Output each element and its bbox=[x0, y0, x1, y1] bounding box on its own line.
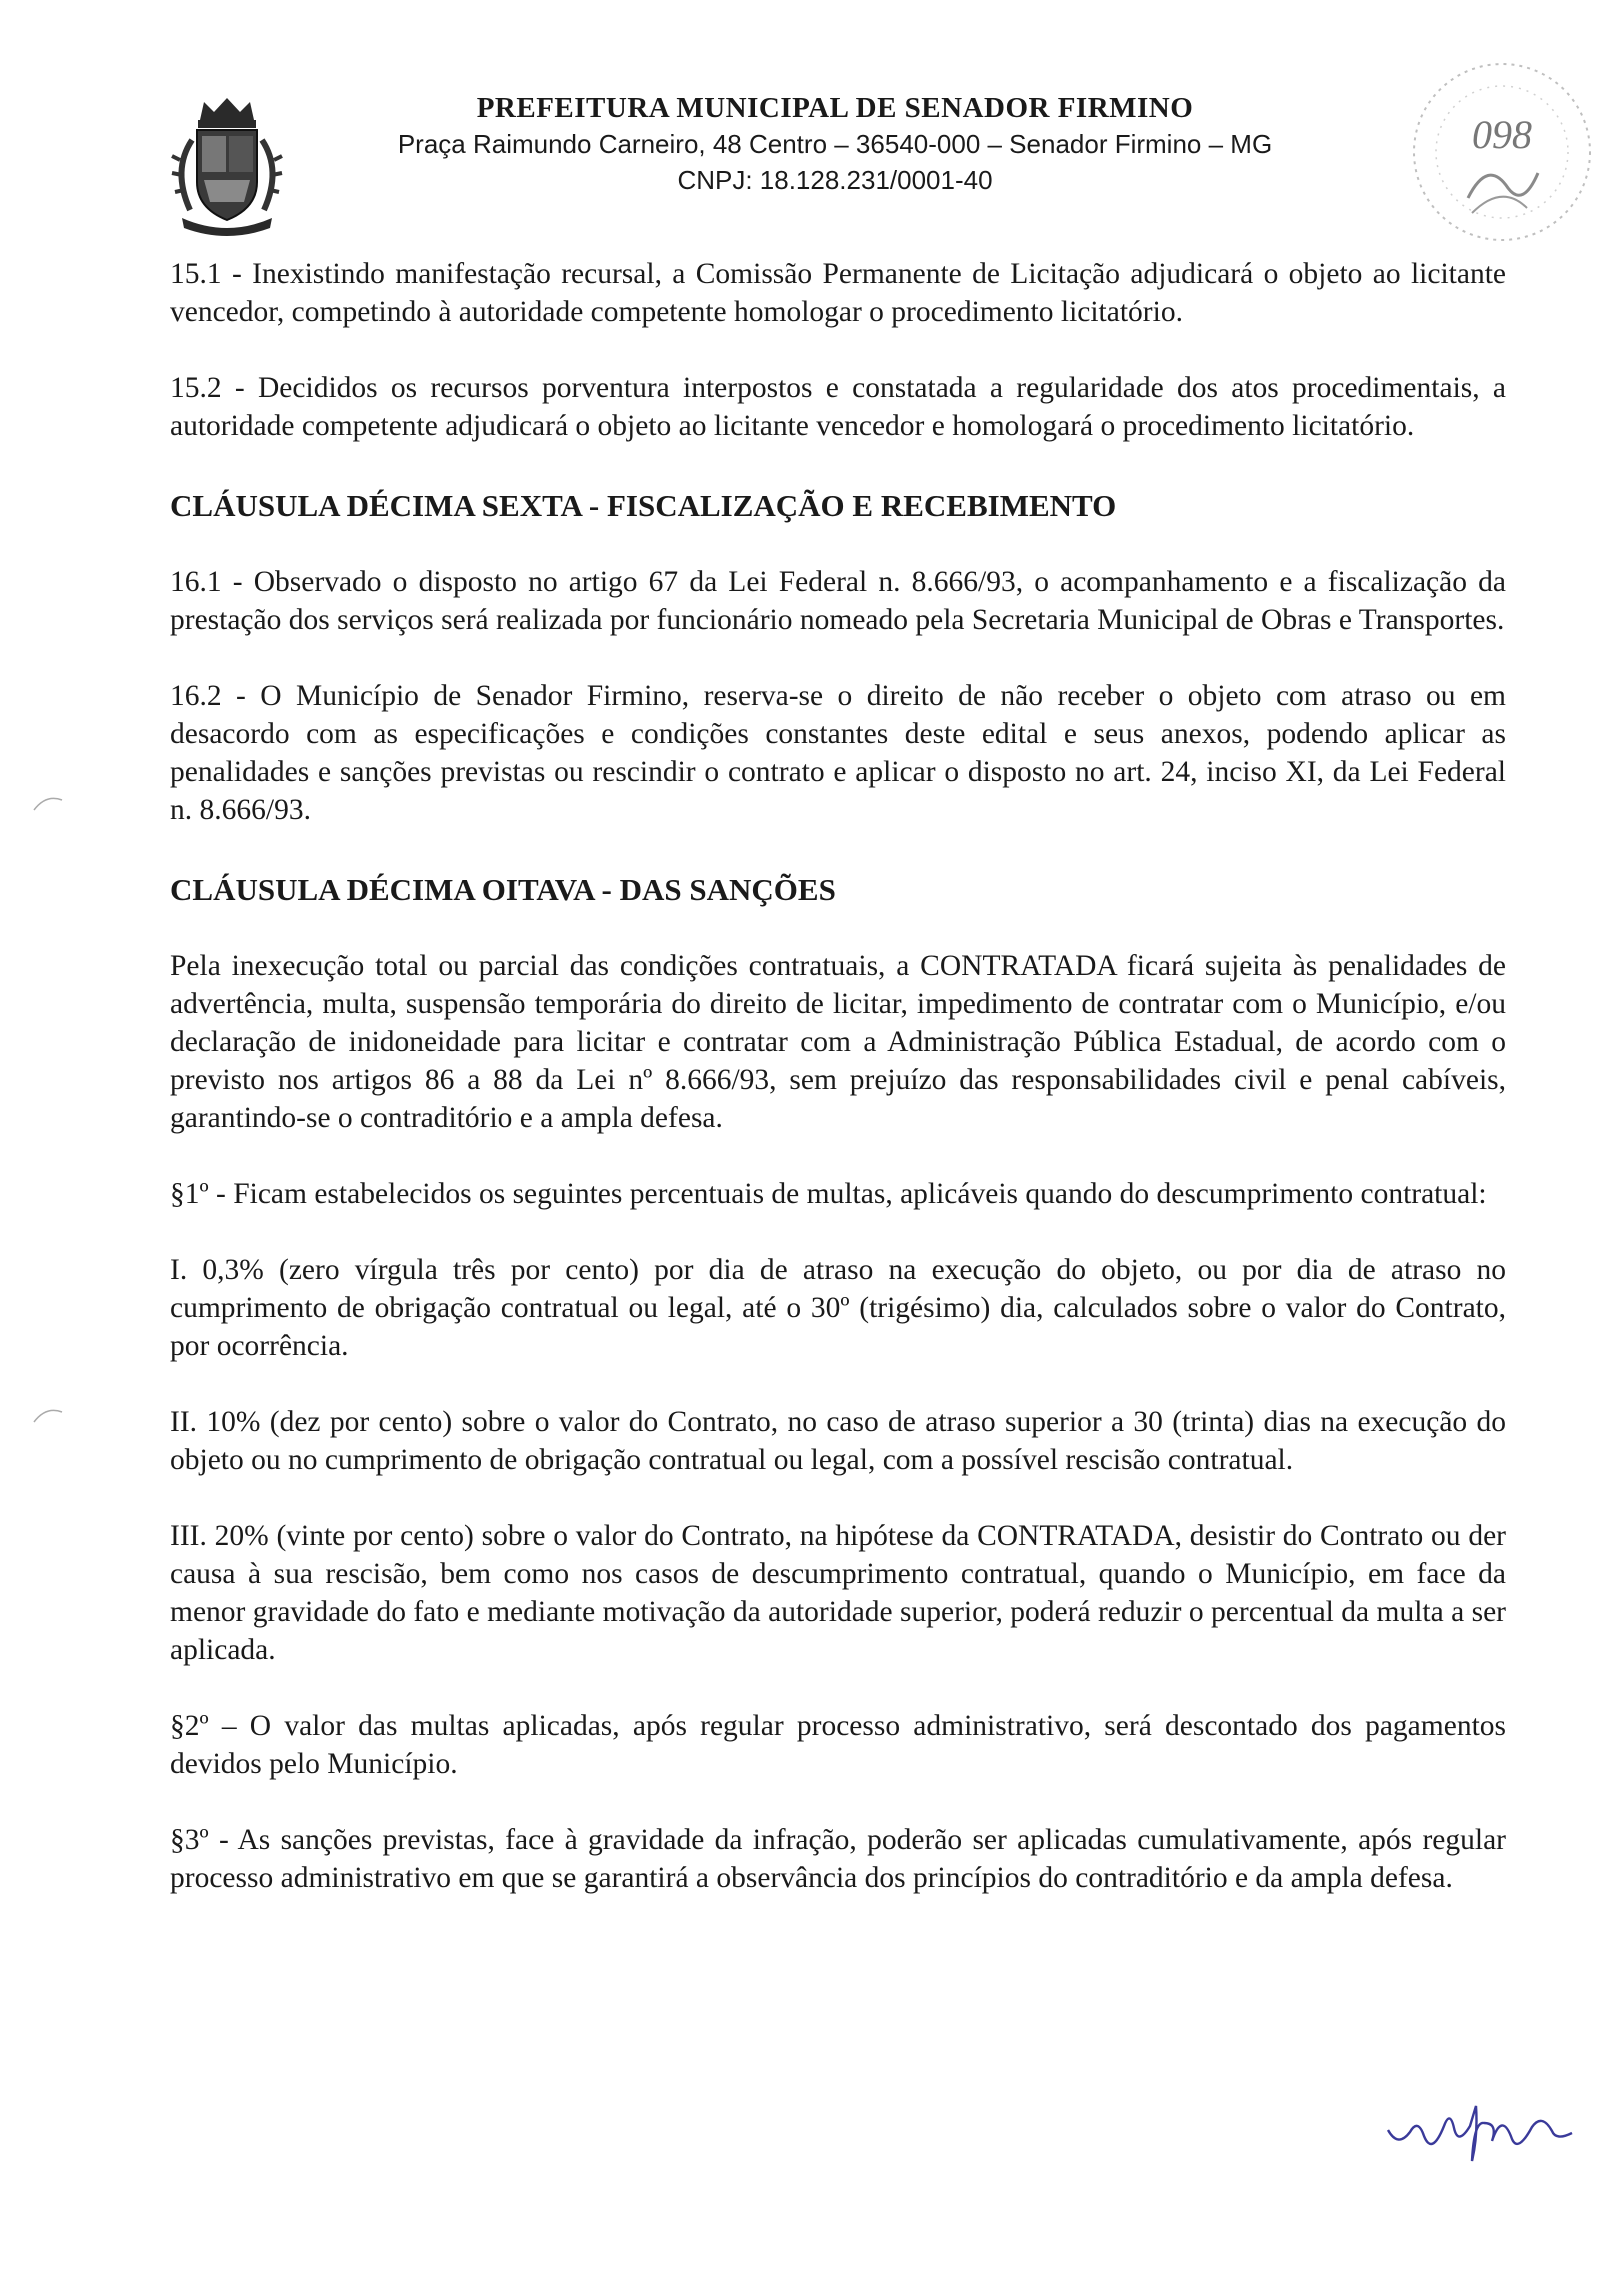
paragraph-15-1: 15.1 - Inexistindo manifestação recursal, a Comissão Permanente de Licitação adjudicará o objeto ao licitante vencedor, competindo à autoridade competente homologar o procedimento licitatório. bbox=[170, 258, 1506, 328]
clause-18-heading: CLÁUSULA DÉCIMA OITAVA - DAS SANÇÕES bbox=[170, 872, 836, 907]
scan-mark bbox=[32, 790, 72, 820]
cnpj-line: CNPJ: 18.128.231/0001-40 bbox=[677, 165, 993, 195]
coat-of-arms-icon bbox=[152, 90, 302, 240]
letterhead bbox=[320, 90, 1350, 198]
scan-mark bbox=[32, 1402, 72, 1432]
municipality-name: PREFEITURA MUNICIPAL DE SENADOR FIRMINO bbox=[476, 92, 1194, 124]
paragraph-16-1: 16.1 - Observado o disposto no artigo 67 da Lei Federal n. 8.666/93, o acompanhamento e a fiscalização da prestação dos serviços será realizada por funcionário nomeado pela Secretaria Municipal de Obras e Transportes. bbox=[170, 566, 1506, 636]
paragraph-16-2: 16.2 - O Município de Senador Firmino, reserva-se o direito de não receber o objeto com atraso ou em desacordo com as especificações e condições constantes deste edital e seus anexos, podendo aplicar as penalidades e sanções previstas ou rescindir o contrato e aplicar o disposto no art. 24, inciso XI, da Lei Federal n. 8.666/93. bbox=[170, 680, 1506, 826]
page-number-stamp bbox=[1398, 48, 1598, 258]
fine-item-1: I. 0,3% (zero vírgula três por cento) por dia de atraso na execução do objeto, ou por dia de atraso no cumprimento de obrigação contratual ou legal, até o 30º (trigésimo) dia, calculados sobre o valor do Contrato, por ocorrência. bbox=[170, 1254, 1506, 1362]
paragraph-15-2: 15.2 - Decididos os recursos porventura interpostos e constatada a regularidade dos atos procedimentais, a autoridade competente adjudicará o objeto ao licitante vencedor e homologará o procedimento licitatório. bbox=[170, 372, 1506, 442]
address-line: Praça Raimundo Carneiro, 48 Centro – 36540-000 – Senador Firmino – MG bbox=[397, 129, 1273, 159]
clause-16-heading: CLÁUSULA DÉCIMA SEXTA - FISCALIZAÇÃO E RECEBIMENTO bbox=[170, 488, 1117, 523]
section-3-paragraph: §3º - As sanções previstas, face à gravidade da infração, poderão ser aplicadas cumulativamente, após regular processo administrativo em que se garantirá a observância dos princípios do contraditório e da ampla defesa. bbox=[170, 1824, 1506, 1894]
fine-item-3: III. 20% (vinte por cento) sobre o valor do Contrato, na hipótese da CONTRATADA, desistir do Contrato ou der causa à sua rescisão, bem como nos casos de descumprimento contratual, quando o Município, em face da menor gravidade do fato e mediante motivação da autoridade superior, poderá reduzir o percentual da multa a ser aplicada. bbox=[170, 1520, 1506, 1666]
handwritten-signature bbox=[1380, 2070, 1590, 2170]
section-2-paragraph: §2º – O valor das multas aplicadas, após regular processo administrativo, será descontado dos pagamentos devidos pelo Município. bbox=[170, 1710, 1506, 1780]
paragraph-18-intro: Pela inexecução total ou parcial das condições contratuais, a CONTRATADA ficará sujeita às penalidades de advertência, multa, suspensão temporária do direito de licitar, impedimento de contratar com o Município, e/ou declaração de inidoneidade para licitar e contratar com a Administração Pública Estadual, de acordo com o previsto nos artigos 86 a 88 da Lei nº 8.666/93, sem prejuízo das responsabilidades civil e penal cabíveis, garantindo-se o contraditório e a ampla defesa. bbox=[170, 950, 1506, 1134]
stamp-page-number: 098 bbox=[1472, 112, 1532, 157]
fine-item-2: II. 10% (dez por cento) sobre o valor do Contrato, no caso de atraso superior a 30 (trinta) dias na execução do objeto ou no cumprimento de obrigação contratual ou legal, com a possível rescisão contratual. bbox=[170, 1406, 1506, 1476]
section-1-paragraph: §1º - Ficam estabelecidos os seguintes percentuais de multas, aplicáveis quando do descumprimento contratual: bbox=[170, 1178, 1487, 1210]
document-body bbox=[170, 255, 1506, 1897]
